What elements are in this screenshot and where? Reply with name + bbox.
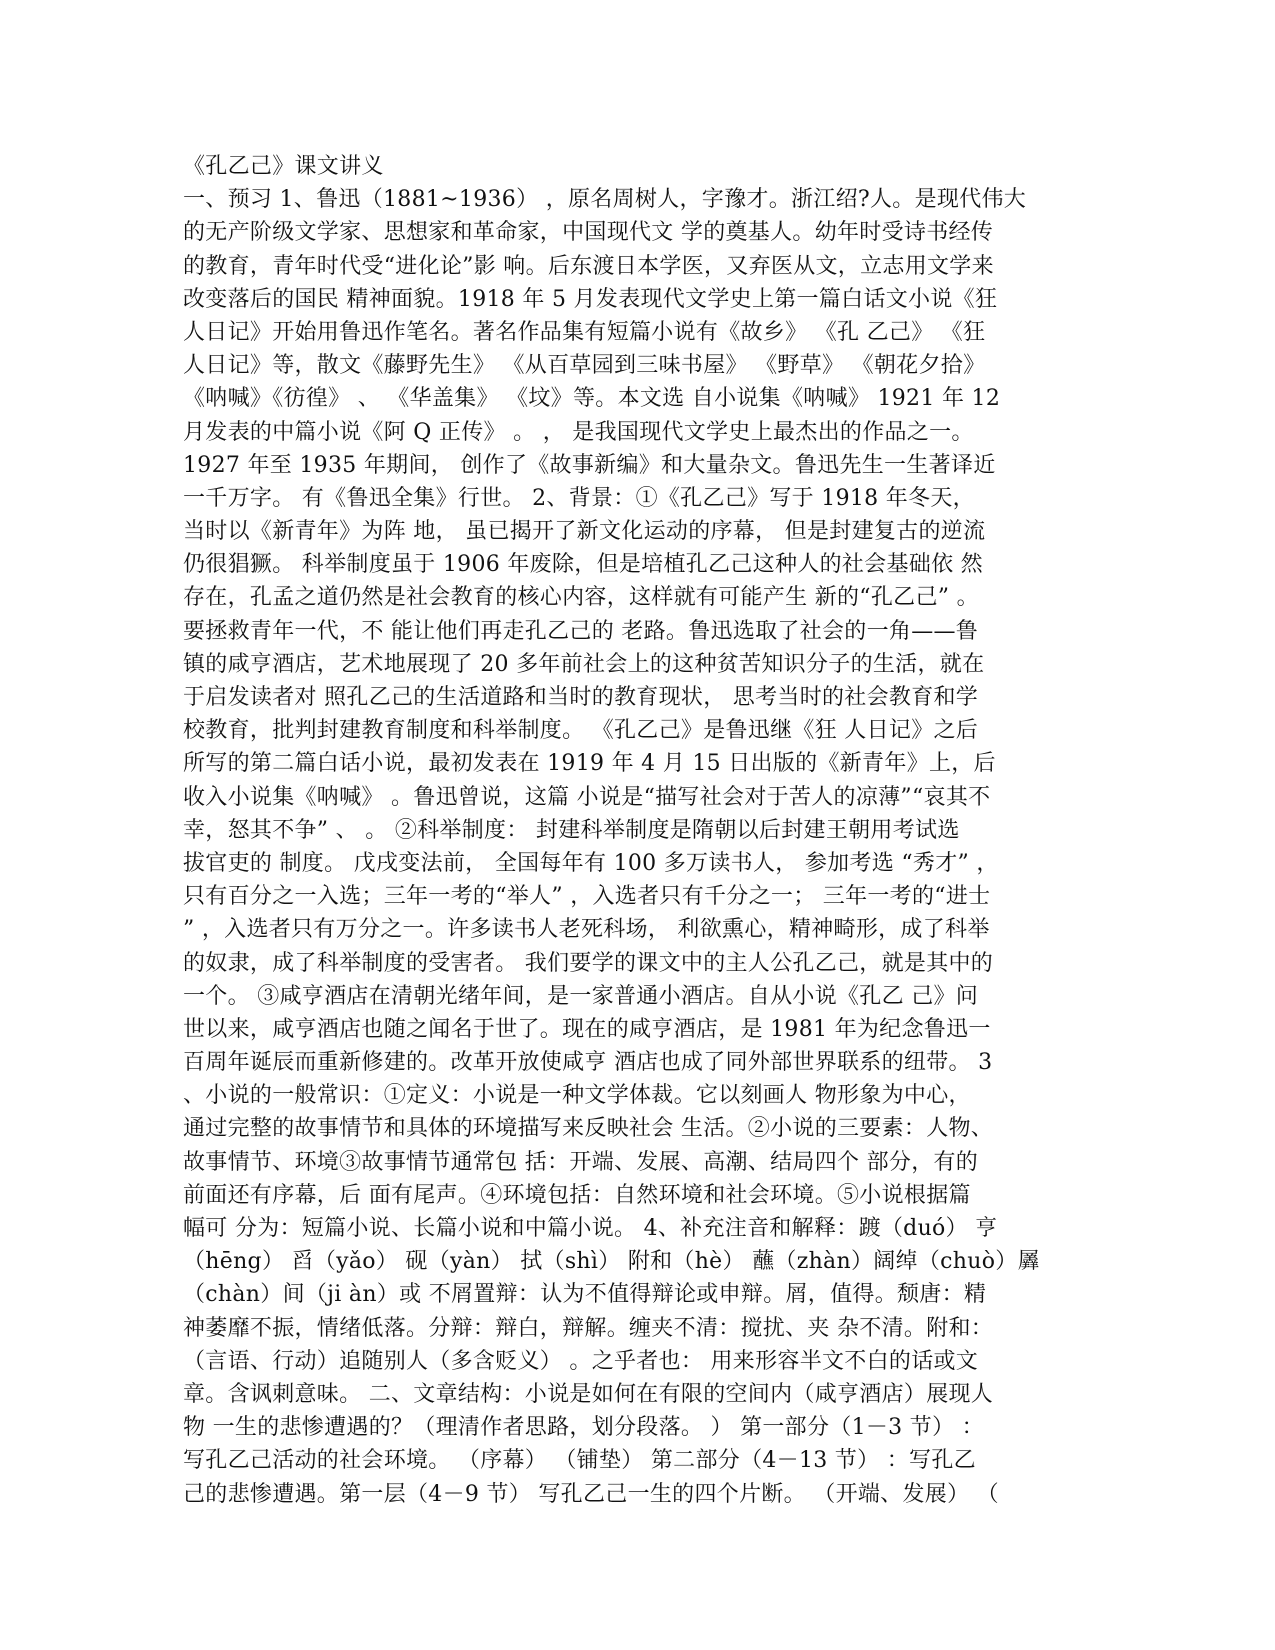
text-line: 镇的咸亨酒店，艺术地展现了 20 多年前社会上的这种贫苦知识分子的生活，就在 xyxy=(183,651,985,677)
text-line: 一千万字。 有《鲁迅全集》行世。 2、背景：①《孔乙己》写于 1918 年冬天， xyxy=(183,485,975,511)
text-line: 人日记》等，散文《藤野先生》 《从百草园到三味书屋》 《野草》 《朝花夕拾》 xyxy=(183,353,986,379)
text-line: 幸，怒其不争” 、 。 ②科举制度： 封建科举制度是隋朝以后封建王朝用考试选 xyxy=(183,817,960,843)
lecture-notes-text xyxy=(183,150,1103,1511)
text-line: 前面还有序幕，后 面有尾声。④环境包括：自然环境和社会环境。⑤小说根据篇 xyxy=(183,1182,971,1208)
text-line: 世以来，咸亨酒店也随之闻名于世了。现在的咸亨酒店，是 1981 年为纪念鲁迅一 xyxy=(183,1016,991,1042)
text-line: 改变落后的国民 精神面貌。1918 年 5 月发表现代文学史上第一篇白话文小说《狂 xyxy=(183,286,998,312)
text-line: 存在，孔孟之道仍然是社会教育的核心内容，这样就有可能产生 新的“孔乙己” 。 xyxy=(183,585,979,611)
text-line: 人日记》开始用鲁迅作笔名。著名作品集有短篇小说有《故乡》 《孔 乙己》 《狂 xyxy=(183,319,986,345)
text-line: 收入小说集《呐喊》 。鲁迅曾说，这篇 小说是“描写社会对于苦人的凉薄”“哀其不 xyxy=(183,784,991,810)
text-line: 拔官吏的 制度。 戊戌变法前， 全国每年有 100 多万读书人， 参加考选 “秀才” ， xyxy=(183,850,999,876)
text-line: 所写的第二篇白话小说，最初发表在 1919 年 4 月 15 日出版的《新青年》上，后 xyxy=(183,751,996,777)
text-line: 写孔乙己活动的社会环境。 （序幕） （铺垫） 第二部分（4－13 节） ：写孔乙 xyxy=(183,1448,976,1474)
text-line: 于启发读者对 照孔乙己的生活道路和当时的教育现状， 思考当时的社会教育和学 xyxy=(183,685,979,710)
text-line: 的无产阶级文学家、思想家和革命家，中国现代文 学的奠基人。幼年时受诗书经传 xyxy=(183,220,994,246)
text-line: （chàn）间（ji àn）或 不屑置辩：认为不值得辩论或申辩。屑，值得。颓唐：精 xyxy=(183,1282,987,1308)
text-line: 、小说的一般常识：①定义：小说是一种文学体裁。它以刻画人 物形象为中心， xyxy=(183,1083,971,1109)
text-line: 己的悲惨遭遇。第一层（4－9 节） 写孔乙己一生的四个片断。 （开端、发展） （ xyxy=(183,1481,999,1507)
text-line: 一个。 ③咸亨酒店在清朝光绪年间，是一家普通小酒店。自从小说《孔乙 己》问 xyxy=(183,983,979,1009)
text-line: 1927 年至 1935 年期间， 创作了《故事新编》和大量杂文。鲁迅先生一生著译近 xyxy=(183,452,996,478)
text-line: 章。含讽刺意味。 二、文章结构：小说是如何在有限的空间内（咸亨酒店）展现人 xyxy=(183,1381,994,1407)
text-line: （言语、行动）追随别人（多含贬义） 。之乎者也： 用来形容半文不白的话或文 xyxy=(183,1348,979,1374)
text-line: 故事情节、环境③故事情节通常包 括：开端、发展、高潮、结局四个 部分，有的 xyxy=(183,1149,979,1175)
text-line: 要拯救青年一代，不 能让他们再走孔乙己的 老路。鲁迅选取了社会的一角——鲁 xyxy=(183,618,979,644)
text-line: 《呐喊》《彷徨》 、 《华盖集》 《坟》等。本文选 自小说集《呐喊》 1921 年 12 xyxy=(183,386,1001,412)
text-line: 通过完整的故事情节和具体的环境描写来反映社会 生活。②小说的三要素：人物、 xyxy=(183,1116,994,1142)
text-line: 校教育，批判封建教育制度和科举制度。 《孔乙己》是鲁迅继《狂 人日记》之后 xyxy=(183,718,979,744)
text-line: 的奴隶，成了科举制度的受害者。 我们要学的课文中的主人公孔乙己，就是其中的 xyxy=(183,950,994,976)
text-line: 物 一生的悲惨遭遇的？（理清作者思路，划分段落。 ） 第一部分（1－3 节） ： xyxy=(183,1415,984,1441)
text-line: ” ，入选者只有万分之一。许多读书人老死科场， 利欲熏心，精神畸形，成了科举 xyxy=(183,917,990,943)
text-line: 神萎靡不振，情绪低落。分辩：辩白，辩解。缠夹不清：搅扰、夹 杂不清。附和： xyxy=(183,1315,994,1341)
text-line: 只有百分之一入选；三年一考的“举人” ，入选者只有千分之一； 三年一考的“进士 xyxy=(183,884,991,910)
text-line: 仍很猖獗。 科举制度虽于 1906 年废除，但是培植孔乙己这种人的社会基础依 然 xyxy=(183,552,983,578)
document-title: 《孔乙己》课文讲义 xyxy=(183,154,384,179)
text-line: 幅可 分为：短篇小说、长篇小说和中篇小说。 4、补充注音和解释：踱（duó） 亨 xyxy=(183,1216,998,1241)
text-line: 月发表的中篇小说《阿 Q 正传》 。 ， 是我国现代文学史上最杰出的作品之一。 xyxy=(183,419,974,445)
text-line: 一、预习 1、鲁迅（1881~1936） ，原名周树人，字豫才。浙江绍?人。是现代伟大 xyxy=(183,187,1027,213)
text-line: 的教育，青年时代受“进化论”影 响。后东渡日本学医，又弃医从文，立志用文学来 xyxy=(183,253,994,279)
text-line: 当时以《新青年》为阵 地， 虽已揭开了新文化运动的序幕， 但是封建复古的逆流 xyxy=(183,519,986,545)
text-line: 百周年诞辰而重新修建的。改革开放使咸亨 酒店也成了同外部世界联系的纽带。 3 xyxy=(183,1050,993,1076)
text-line: （hēng） 舀（yǎo） 砚（yàn） 拭（shì） 附和（hè） 蘸（zhàn）阔绰（chuò）羼 xyxy=(183,1249,1040,1275)
